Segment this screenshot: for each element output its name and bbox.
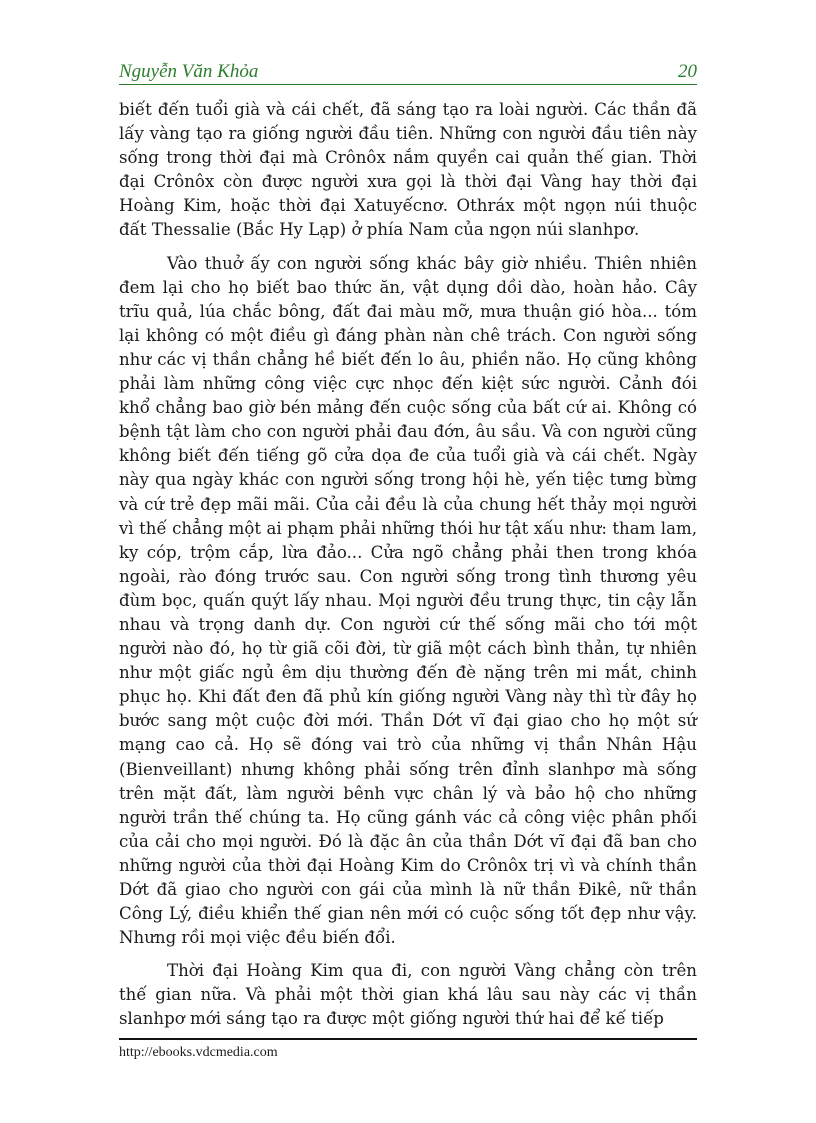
paragraph-2: Vào thuở ấy con người sống khác bây giờ nhiều. Thiên nhiên đem lại cho họ biết bao thức ăn, vật dụng dồi dào, hoàn hảo. Cây trĩu quả, lúa chắc bông, đất đai màu mỡ, mưa thuận gió hòa... tóm lại không có một điều gì đáng phàn nàn chê trách. Con người sống như các vị thần chẳng hề biết đến lo âu, phiền não. Họ cũng không phải làm những công việc cực nhọc đến kiệt sức người. Cảnh đói khổ chẳng bao giờ bén mảng đến cuộc sống của bất cứ ai. Không có bệnh tật làm cho con người phải đau đớn, âu sầu. Và con người cũng không biết đến tiếng gõ cửa dọa đe của tuổi già và cái chết. Ngày này qua ngày khác con người sống trong hội hè, yến tiệc tưng bừng và cứ trẻ đẹp mãi mãi. Của cải đều là của chung hết thảy mọi người vì thế chẳng một ai phạm phải những thói hư tật xấu như: tham lam, ky cóp, trộm cắp, lừa đảo... Cửa ngõ chẳng phải then trong khóa ngoài, rào đóng trước sau. Con người sống trong tình thương yêu đùm bọc, quấn quýt lấy nhau. Mọi người đều trung thực, tin cậy lẫn nhau và trọng danh dự. Con người cứ thế sống mãi cho tới một người nào đó, họ từ giã cõi đời, từ giã một cách bình thản, tự nhiên như một giấc ngủ êm dịu thường đến đè nặng trên mi mắt, chinh phục họ. Khi đất đen đã phủ kín giống người Vàng này thì từ đây họ bước sang một cuộc đời mới. Thần Dớt vĩ đại giao cho họ một sứ mạng cao cả. Họ sẽ đóng vai trò của những vị thần Nhân Hậu (Bienveillant) nhưng không phải sống trên đỉnh slanhpơ mà sống trên mặt đất, làm người bênh vực chân lý và bảo hộ cho những người trần thế chúng ta. Họ cũng gánh vác cả công việc phân phối của cải cho mọi người. Đó là đặc ân của thần Dớt vĩ đại đã ban cho những người của thời đại Hoàng Kim do Crônôx trị vì và chính thần Dớt đã giao cho người con gái của mình là nữ thần Đikê, nữ thần Công Lý, điều khiển thế gian nên mới có cuộc sống tốt đẹp như vậy. Nhưng rồi mọi việc đều biến đổi. — [119, 253, 697, 948]
paragraph-1: biết đến tuổi già và cái chết, đã sáng tạo ra loài người. Các thần đã lấy vàng tạo ra giống người đầu tiên. Những con người đầu tiên này sống trong thời đại mà Crônôx nắm quyền cai quản thế gian. Thời đại Crônôx còn được người xưa gọi là thời đại Vàng hay thời đại Hoàng Kim, hoặc thời đại Xatuyếcnơ. Othráx một ngọn núi thuộc đất Thessalie (Bắc Hy Lạp) ở phía Nam của ngọn núi slanhpơ. — [119, 100, 697, 240]
footer-url: http://ebooks.vdcmedia.com — [119, 1045, 278, 1060]
header-author: Nguyễn Văn Khỏa — [119, 61, 259, 82]
paragraph-3: Thời đại Hoàng Kim qua đi, con người Vàng chẳng còn trên thế gian nữa. Và phải một thời gian khá lâu sau này các vị thần slanhpơ mới sáng tạo ra được một giống người thứ hai để kế tiếp — [119, 961, 697, 1029]
footer-divider — [119, 1038, 697, 1040]
body-text — [119, 98, 697, 1041]
header-page-number: 20 — [678, 61, 697, 82]
page-header — [119, 60, 697, 85]
